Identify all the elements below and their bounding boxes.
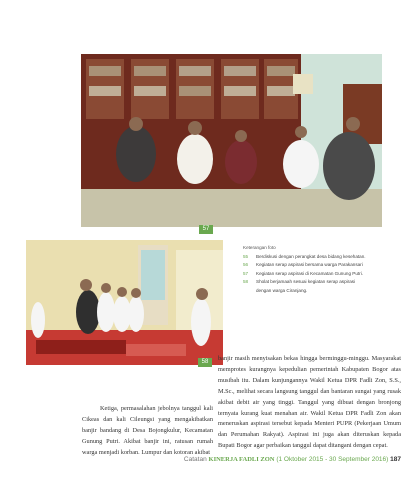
caption-text: Kegiatan serap aspirasi bersama warga Parakansari [256,262,363,268]
caption-item [243,253,403,262]
meeting-photo-image [81,54,382,227]
caption-number: 55 [243,253,249,259]
photo-prayer [26,240,223,365]
caption-text: Kegiatan serap aspirasi di Kecamatan Gunung Putri. [256,270,363,276]
caption-number: 58 [243,279,249,285]
photo-number-badge: 58 [198,358,212,367]
caption-item [243,261,403,270]
article-text-left-column: Ketiga, permasalahan jebolnya tanggul kali Cikeas dan kali Cileungsi yang mengakibatkan banjir bandang di Desa Bojongkulur, Kecamatan Gunung Putri. Akibat banjir ini, ratusan rumah warga menjadi korban. Lumpur dan kotoran akibat [82,405,213,456]
prayer-photo-image [26,240,223,365]
footer-prefix: Catatan [183,456,207,463]
caption-text: Berdiskusi dengan perangkat desa bidang kesehatan. [256,253,366,259]
caption-number: 56 [243,262,249,268]
caption-item [243,287,403,296]
caption-title: Keterangan foto [243,245,276,250]
caption-text: dengan warga Ciranjang. [256,287,308,293]
caption-number [243,287,256,296]
article-text-right-column: banjir masih menyisakan bekas hingga berminggu-minggu. Masyarakat memprotes kurangnya kepedulian pemerintah Kabupaten Bogor atas musibah itu. Dalam kunjungannya Wakil Ketua DPR Fadli Zon, S.S., M.Sc., melihat secara langsung tanggul dan bantaran sungai yang rusak akibat debit air yang tinggi. Tanggul yang dibuat dengan bronjong ternyata kurang kuat menahan air. Wakil Ketua DPR Fadli Zon akan meneruskan aspirasi tersebut kepada Menteri PUPR (Pekerjaan Umum dan Perumahan Rakyat). Aspirasi ini juga akan diteruskan kepada Bupati Bogor agar perbaikan tanggul dapat ditangani dengan cepat. [218,355,401,450]
caption-text: Sholat berjamaah sesuai kegiatan serap aspirasi [256,279,356,285]
caption-item [243,270,403,279]
photo-number-badge: 57 [199,225,213,234]
photo-caption [243,244,403,296]
page-footer [184,456,401,463]
footer-period: (1 Oktober 2015 - 30 September 2016) [276,456,389,463]
footer-brand: KINERJA FADLI ZON [208,456,275,463]
caption-number: 57 [243,270,249,276]
page-number: 187 [390,456,401,463]
caption-item [243,278,403,287]
photo-meeting [81,54,382,227]
